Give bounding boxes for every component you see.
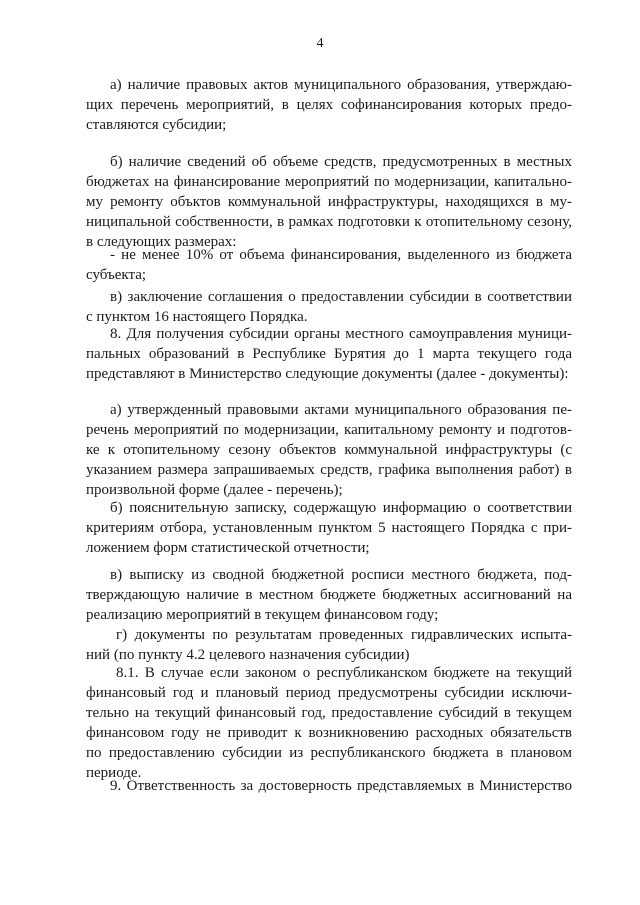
paragraph-line: щих перечень мероприятий, в целях софинансирования которых предо- [86,97,572,113]
paragraph-line: представляют в Министерство следующие документы (далее - документы): [86,366,569,382]
paragraph-line: му ремонту объктов коммунальной инфраструктуры, находящихся в му- [86,194,572,210]
paragraph-line: пальных образований в Республике Бурятия до 1 марта текущего года [86,346,572,362]
paragraph-line: тельно на текущий финансовый год, предоставление субсидий в текущем [86,705,572,721]
paragraph-line: ке к отопительному сезону объектов коммунальной инфраструктуры (с [86,442,572,458]
paragraph-line: с пунктом 16 настоящего Порядка. [86,309,308,325]
paragraph-line: указанием размера запрашиваемых средств, графика выполнения работ) в [86,462,572,478]
paragraph-line: а) наличие правовых актов муниципального образования, утверждаю- [110,77,572,93]
paragraph-line: тверждающую наличие в местном бюджете бюджетных ассигнований на [86,587,572,603]
paragraph-line: ставляются субсидии; [86,117,227,133]
paragraph-line: речень мероприятий по модернизации, капитальному ремонту и подготов- [86,422,572,438]
paragraph-line: произвольной форме (далее - перечень); [86,482,343,498]
paragraph-line: а) утвержденный правовыми актами муниципального образования пе- [110,402,572,418]
paragraph-line: субъекта; [86,267,147,283]
paragraph-line: критериям отбора, установленным пунктом 5 настоящего Порядка с при- [86,520,572,536]
page-number: 4 [316,36,324,51]
paragraph-line: по предоставлению субсидии из республиканского бюджета в плановом [86,745,572,761]
paragraph-line: 8. Для получения субсидии органы местного самоуправления муници- [110,326,572,342]
paragraph-line: реализацию мероприятий в текущем финансовом году; [86,607,439,623]
paragraph-line: в следующих размерах: [86,234,237,250]
paragraph-line: финансовом году не приводит к возникновению расходных обязательств [86,725,572,741]
paragraph-line: б) наличие сведений об объеме средств, предусмотренных в местных [110,154,572,170]
paragraph-line: в) заключение соглашения о предоставлении субсидии в соответствии [110,289,572,305]
paragraph-line: бюджетах на финансирование мероприятий по модернизации, капитально- [86,174,572,190]
paragraph-line: ниципальной собственности, в рамках подготовки к отопительному сезону, [86,214,572,230]
paragraph-line: б) пояснительную записку, содержащую информацию о соответствии [110,500,572,516]
paragraph-line: в) выписку из сводной бюджетной росписи местного бюджета, под- [110,567,572,583]
paragraph-line: периоде. [86,765,142,781]
paragraph-line: ложением форм статистической отчетности; [86,540,370,556]
paragraph-line: 8.1. В случае если законом о республиканском бюджете на текущий [116,665,572,681]
paragraph-line: - не менее 10% от объема финансирования, выделенного из бюджета [110,247,572,263]
paragraph-line: ний (по пункту 4.2 целевого назначения субсидии) [86,647,410,663]
paragraph-line: г) документы по результатам проведенных гидравлических испыта- [116,627,572,643]
paragraph-line: 9. Ответственность за достоверность представляемых в Министерство [110,778,572,794]
paragraph-line: финансовый год и плановый период предусмотрены субсидии исключи- [86,685,572,701]
